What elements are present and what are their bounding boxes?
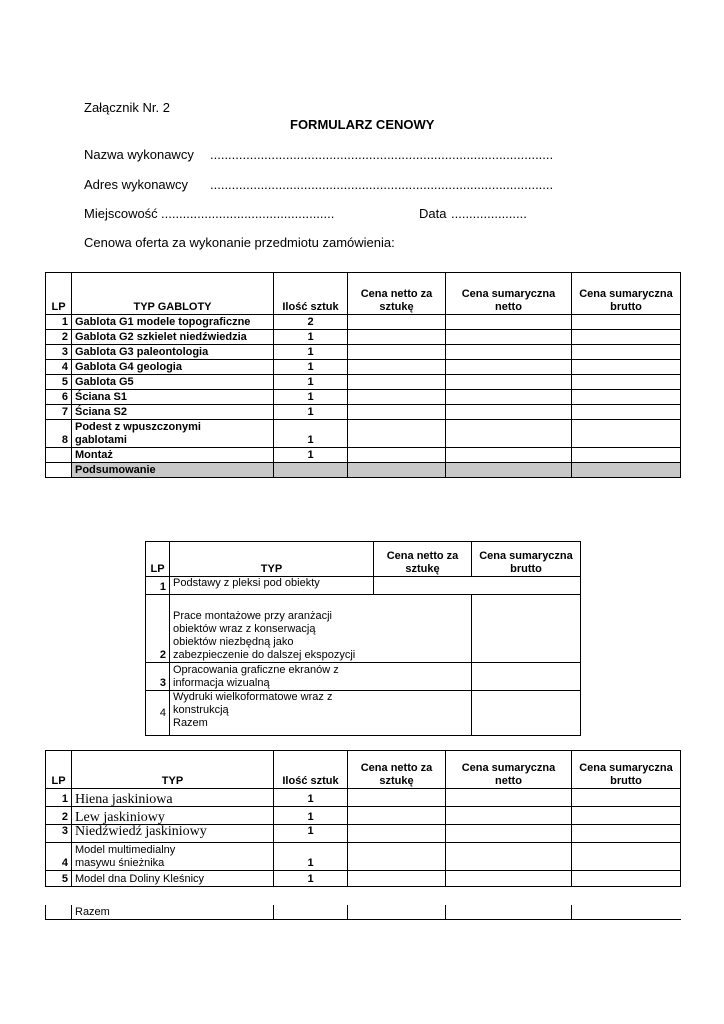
row-lp: 2 <box>46 330 72 345</box>
offer-text: Cenowa oferta za wykonanie przedmiotu zamówienia: <box>84 235 395 250</box>
row-name: Model multimedialny masywu śnieżnika <box>72 843 274 871</box>
summary-sum-gross[interactable] <box>572 463 681 478</box>
row-qty: 1 <box>274 360 348 375</box>
sum-net-cell[interactable] <box>446 390 572 405</box>
row-qty: 2 <box>274 315 348 330</box>
table-row <box>146 595 581 663</box>
contractor-name-label: Nazwa wykonawcy <box>84 147 194 162</box>
sum-net-cell[interactable] <box>446 789 572 807</box>
sum-gross-cell[interactable] <box>572 390 681 405</box>
summary-label: Podsumowanie <box>72 463 274 478</box>
row-name: Gablota G5 <box>72 375 274 390</box>
sum-net-cell[interactable] <box>446 825 572 843</box>
unit-net-cell[interactable] <box>348 420 446 448</box>
sum-gross-cell[interactable] <box>572 825 681 843</box>
col-sum-gross: Cena sumaryczna brutto <box>572 273 681 315</box>
row-qty: 1 <box>274 375 348 390</box>
sum-net-cell[interactable] <box>446 807 572 825</box>
row-qty: 1 <box>274 330 348 345</box>
contractor-address-label: Adres wykonawcy <box>84 177 189 192</box>
total-qty <box>274 905 348 919</box>
unit-net-cell[interactable] <box>348 843 446 871</box>
sum-gross-cell[interactable] <box>572 375 681 390</box>
col-unit-net: Cena netto za sztukę <box>348 751 446 789</box>
row-price-cell[interactable] <box>374 577 581 595</box>
row-lp <box>46 448 72 463</box>
sum-net-cell[interactable] <box>446 871 572 887</box>
unit-net-cell[interactable] <box>348 825 446 843</box>
display-cases-table <box>45 272 681 478</box>
row-lp: 1 <box>46 315 72 330</box>
place-label: Miejscowość <box>84 206 158 221</box>
table-row <box>46 330 681 345</box>
row-name: Niedźwiedź jaskiniowy <box>72 825 274 843</box>
row-name-text: Wydruki wielkoformatowe wraz z konstrukcją <box>173 691 333 716</box>
row-name: Podstawy z pleksi pod obiekty <box>170 577 374 595</box>
unit-net-cell[interactable] <box>348 390 446 405</box>
table-row <box>46 825 681 843</box>
table-row <box>46 405 681 420</box>
row-name: Ściana S2 <box>72 405 274 420</box>
col-qty: Ilość sztuk <box>274 273 348 315</box>
annex-label: Załącznik Nr. 2 <box>84 100 170 115</box>
summary-qty <box>274 463 348 478</box>
row-name: Podest z wpuszczonymi gablotami <box>72 420 274 448</box>
summary-sum-net[interactable] <box>446 463 572 478</box>
col-sum-gross: Cena sumaryczna brutto <box>572 751 681 789</box>
unit-net-cell[interactable] <box>348 871 446 887</box>
sum-gross-cell[interactable] <box>572 448 681 463</box>
row-name: Ściana S1 <box>72 390 274 405</box>
sum-gross-cell[interactable] <box>472 663 581 691</box>
table-row <box>46 843 681 871</box>
row-lp: 6 <box>46 390 72 405</box>
total-sum-net[interactable] <box>446 905 572 919</box>
table-row <box>46 789 681 807</box>
form-title: FORMULARZ CENOWY <box>290 117 435 132</box>
col-sum-net: Cena sumaryczna netto <box>446 751 572 789</box>
sum-net-cell[interactable] <box>446 315 572 330</box>
table-row <box>46 390 681 405</box>
col-unit-net: Cena netto za sztukę <box>374 542 472 577</box>
table-row <box>146 663 581 691</box>
unit-net-cell[interactable] <box>348 345 446 360</box>
row-lp: 7 <box>46 405 72 420</box>
unit-net-cell[interactable] <box>348 375 446 390</box>
col-qty: Ilość sztuk <box>274 751 348 789</box>
table-row <box>46 871 681 887</box>
sum-gross-cell[interactable] <box>472 595 581 663</box>
date-label: Data <box>419 206 447 221</box>
row-name <box>170 691 472 736</box>
row-qty: 1 <box>274 807 348 825</box>
row-lp: 4 <box>146 691 170 736</box>
row-qty: 1 <box>274 405 348 420</box>
sum-net-cell[interactable] <box>446 345 572 360</box>
row-lp: 2 <box>146 595 170 663</box>
sum-gross-cell[interactable] <box>572 330 681 345</box>
table-row <box>46 345 681 360</box>
row-lp: 3 <box>46 825 72 843</box>
unit-net-cell[interactable] <box>348 330 446 345</box>
row-name: Gablota G4 geologia <box>72 360 274 375</box>
col-type: TYP GABLOTY <box>72 273 274 315</box>
sum-gross-cell[interactable] <box>572 315 681 330</box>
unit-net-cell[interactable] <box>348 360 446 375</box>
contractor-name-field[interactable]: ............................................................................................... <box>210 147 554 162</box>
unit-net-cell[interactable] <box>348 807 446 825</box>
sum-net-cell[interactable] <box>446 448 572 463</box>
sum-gross-cell[interactable] <box>572 843 681 871</box>
sum-net-cell[interactable] <box>446 843 572 871</box>
row-qty: 1 <box>274 825 348 843</box>
table-row <box>46 420 681 448</box>
col-unit-net: Cena netto za sztukę <box>348 273 446 315</box>
models-total-table <box>45 905 681 920</box>
col-sum-net: Cena sumaryczna netto <box>446 273 572 315</box>
total-label: Razem <box>173 717 208 729</box>
col-lp: LP <box>46 751 72 789</box>
sum-net-cell[interactable] <box>446 360 572 375</box>
table-row <box>146 691 581 736</box>
row-lp: 1 <box>46 789 72 807</box>
contractor-address-field[interactable]: ............................................................................................... <box>210 177 554 192</box>
row-name: Opracowania graficzne ekranów z informacja wizualną <box>170 663 472 691</box>
sum-gross-cell[interactable] <box>572 871 681 887</box>
row-name: Lew jaskiniowy <box>72 807 274 825</box>
sum-net-cell[interactable] <box>446 330 572 345</box>
sum-gross-cell[interactable] <box>472 691 581 736</box>
sum-net-cell[interactable] <box>446 420 572 448</box>
table-header-row <box>46 751 681 789</box>
sum-gross-cell[interactable] <box>572 405 681 420</box>
row-lp: 1 <box>146 577 170 595</box>
row-qty: 1 <box>274 871 348 887</box>
row-lp: 3 <box>146 663 170 691</box>
summary-row <box>46 463 681 478</box>
row-qty: 1 <box>274 345 348 360</box>
summary-lp <box>46 463 72 478</box>
row-name: Montaż <box>72 448 274 463</box>
row-qty: 1 <box>274 448 348 463</box>
row-lp: 4 <box>46 360 72 375</box>
col-type: TYP <box>72 751 274 789</box>
unit-net-cell[interactable] <box>348 789 446 807</box>
row-name: Gablota G3 paleontologia <box>72 345 274 360</box>
row-name: Prace montażowe przy aranżacji obiektów wraz z konserwacją obiektów niezbędną jako zabezpieczenie do dalszej ekspozycji <box>170 595 472 663</box>
total-unit-net[interactable] <box>348 905 446 919</box>
sum-gross-cell[interactable] <box>572 807 681 825</box>
row-qty: 1 <box>274 390 348 405</box>
row-name: Gablota G2 szkielet niedźwiedzia <box>72 330 274 345</box>
table-row <box>146 577 581 595</box>
col-lp: LP <box>46 273 72 315</box>
sum-net-cell[interactable] <box>446 405 572 420</box>
row-lp: 4 <box>46 843 72 871</box>
table-row <box>46 807 681 825</box>
row-lp: 2 <box>46 807 72 825</box>
row-name: Hiena jaskiniowa <box>72 789 274 807</box>
row-lp: 5 <box>46 375 72 390</box>
row-qty: 1 <box>274 843 348 871</box>
date-field[interactable]: ..................... <box>451 206 527 221</box>
table-header-row <box>46 273 681 315</box>
table-row <box>46 315 681 330</box>
row-qty: 1 <box>274 420 348 448</box>
services-table <box>145 541 581 736</box>
row-lp: 8 <box>46 420 72 448</box>
unit-net-cell[interactable] <box>348 405 446 420</box>
col-type: TYP <box>170 542 374 577</box>
summary-unit-net[interactable] <box>348 463 446 478</box>
sum-gross-cell[interactable] <box>572 360 681 375</box>
row-lp: 5 <box>46 871 72 887</box>
unit-net-cell[interactable] <box>348 448 446 463</box>
row-lp: 3 <box>46 345 72 360</box>
col-lp: LP <box>146 542 170 577</box>
sum-gross-cell[interactable] <box>572 420 681 448</box>
sum-gross-cell[interactable] <box>572 789 681 807</box>
sum-gross-cell[interactable] <box>572 345 681 360</box>
table-row <box>46 375 681 390</box>
place-field[interactable]: ................................................ <box>161 206 335 221</box>
row-qty: 1 <box>274 789 348 807</box>
unit-net-cell[interactable] <box>348 315 446 330</box>
table-row <box>46 360 681 375</box>
total-sum-gross[interactable] <box>572 905 681 919</box>
col-sum-gross: Cena sumaryczna brutto <box>472 542 581 577</box>
total-label: Razem <box>72 905 274 919</box>
row-name: Model dna Doliny Kleśnicy <box>72 871 274 887</box>
sum-net-cell[interactable] <box>446 375 572 390</box>
table-header-row <box>146 542 581 577</box>
total-row <box>46 905 681 919</box>
table-row <box>46 448 681 463</box>
models-table <box>45 750 681 887</box>
row-name: Gablota G1 modele topograficzne <box>72 315 274 330</box>
total-lp <box>46 905 72 919</box>
